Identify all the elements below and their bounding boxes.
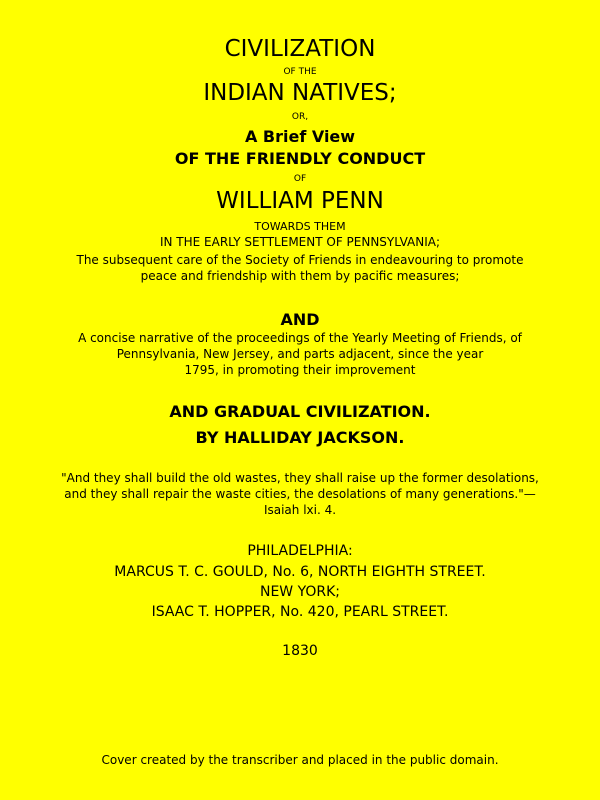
author-line: BY HALLIDAY JACKSON. [195,428,405,447]
title-line-early-settlement: IN THE EARLY SETTLEMENT OF PENNSYLVANIA; [159,235,441,249]
imprint-line: MARCUS T. C. GOULD, No. 6, NORTH EIGHTH STREET. [114,564,486,580]
title-line-towards-them: TOWARDS THEM [254,220,346,233]
title-line-friendly-conduct: OF THE FRIENDLY CONDUCT [174,149,426,168]
imprint-line: ISAAC T. HOPPER, No. 420, PEARL STREET. [151,604,449,620]
title-line-brief-view: A Brief View [244,127,356,146]
title-line-william-penn: WILLIAM PENN [216,188,384,214]
publication-year: 1830 [282,643,318,659]
subject-narrative-line: 1795, in promoting their improvement [184,363,416,377]
title-line-of-the: OF THE [283,67,317,77]
subject-and: AND [280,310,320,329]
title-line-of: OF [293,174,307,184]
imprint-line: PHILADELPHIA: [247,543,353,559]
imprint-line: NEW YORK; [259,584,341,600]
subject-narrative-line: A concise narrative of the proceedings of the Yearly Meeting of Friends, of [78,331,522,345]
epigraph-citation: Isaiah lxi. 4. [263,503,337,517]
epigraph-line: "And they shall build the old wastes, they shall raise up the former desolations, [61,471,539,485]
title-line-civilization: CIVILIZATION [224,36,376,62]
subject-narrative-line: Pennsylvania, New Jersey, and parts adjacent, since the year [116,347,484,361]
title-line-indian-natives: INDIAN NATIVES; [203,80,397,106]
subject-gradual-civilization: AND GRADUAL CIVILIZATION. [169,402,431,421]
epigraph-line: and they shall repair the waste cities, the desolations of many generations."— [64,487,536,501]
subject-care-line: peace and friendship with them by pacific measures; [140,269,460,283]
subject-care-line: The subsequent care of the Society of Friends in endeavouring to promote [76,253,524,267]
transcriber-note: Cover created by the transcriber and placed in the public domain. [101,753,499,767]
title-line-or: OR, [291,112,309,122]
